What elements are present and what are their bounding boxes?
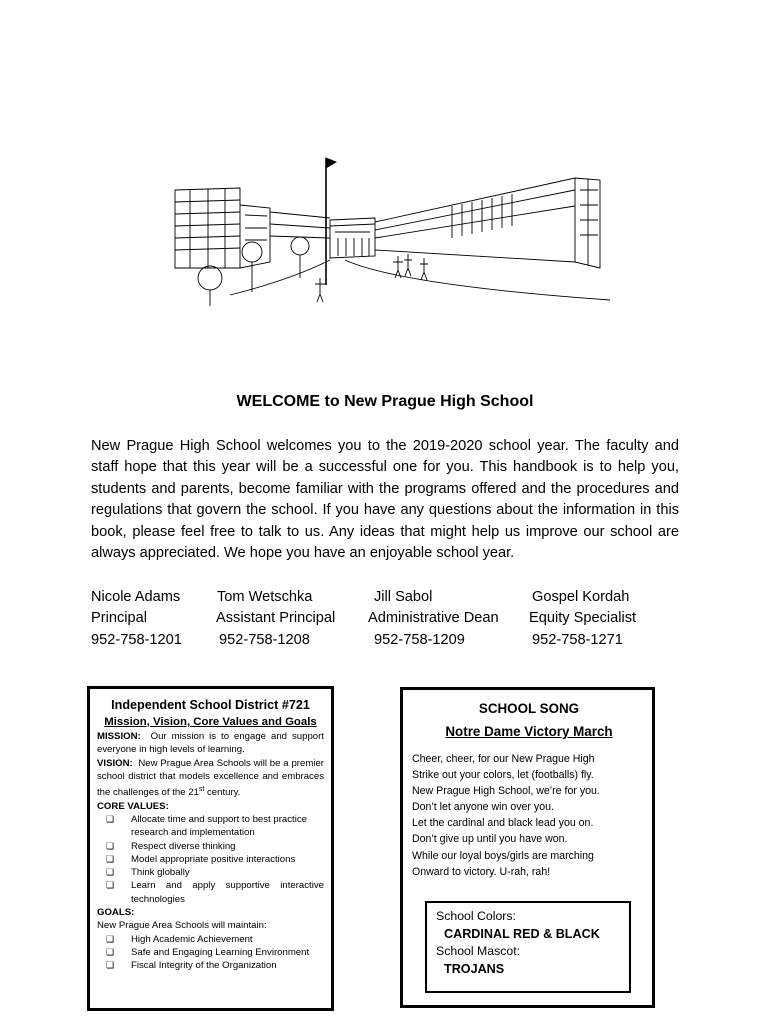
list-item: ❏ Think globally	[106, 867, 190, 879]
school-building-illustration	[170, 150, 610, 310]
welcome-title: WELCOME to New Prague High School	[236, 393, 534, 410]
lyric-line: Cheer, cheer, for our New Prague High	[412, 753, 595, 765]
lyric-line: Strike out your colors, let (footballs) fly.	[412, 769, 594, 782]
staff-assistant-principal	[216, 587, 335, 651]
staff-equity-specialist	[529, 587, 636, 651]
vision-text-end: century.	[204, 787, 241, 799]
staff-role: Assistant Principal	[216, 610, 336, 627]
welcome-paragraph: New Prague High School welcomes you to the 2019-2020 school year. The faculty and staff hope that this year will be a successful one for you. This handbook is to help you, students and parents, become familiar with the programs offered and the procedures and regulations that govern the school. If you have any questions about the information in this book, please feel free to talk to us. Any ideas that might help us improve our school are always appreciated. We hope you have an enjoyable school year.	[91, 438, 679, 562]
vision-superscript: st	[198, 786, 205, 794]
goals-list	[97, 933, 324, 973]
checkbox-bullet-icon: ❏	[106, 880, 115, 891]
checkbox-bullet-icon: ❏	[106, 960, 115, 971]
checkbox-bullet-icon: ❏	[106, 933, 115, 944]
district-mission-box	[87, 686, 334, 1011]
lyric-line: Onward to victory. U-rah, rah!	[412, 865, 551, 878]
colors-value: CARDINAL RED & BLACK	[444, 926, 600, 941]
staff-name: Gospel Kordah	[532, 589, 630, 605]
colors-label: School Colors:	[436, 909, 516, 923]
core-values-list	[97, 813, 324, 906]
list-item: ❏ Respect diverse thinking	[106, 840, 236, 852]
staff-phone: 952-758-1209	[374, 631, 465, 648]
goals-label: GOALS:	[97, 907, 135, 919]
list-item: ❏ Learn and apply supportive interactive technologies	[106, 880, 324, 905]
lyric-line: New Prague High School, we’re for you.	[412, 785, 600, 798]
lyric-line: Don’t give up until you have won.	[412, 833, 568, 846]
district-title: Independent School District #721	[111, 698, 310, 712]
checkbox-bullet-icon: ❏	[106, 867, 115, 878]
vision-statement	[97, 757, 324, 800]
mission-text: Our mission is to engage and support everyone in high levels of learning.	[97, 731, 324, 756]
list-item: ❏ Model appropriate positive interactions	[106, 853, 296, 865]
staff-phone: 952-758-1208	[219, 631, 310, 648]
checkbox-bullet-icon: ❏	[106, 813, 115, 824]
vision-text: New Prague Area Schools will be a premier school district that models excellence and embraces the challenges of the 21	[97, 757, 324, 799]
list-item: ❏ Safe and Engaging Learning Environment	[106, 946, 310, 958]
checkbox-bullet-icon: ❏	[106, 946, 115, 957]
staff-phone: 952-758-1201	[91, 631, 182, 648]
lyric-line: Let the cardinal and black lead you on.	[412, 817, 594, 830]
school-song-box	[400, 687, 655, 1008]
staff-role: Equity Specialist	[529, 610, 637, 627]
goals-intro: New Prague Area Schools will maintain:	[97, 920, 267, 932]
staff-name: Jill Sabol	[374, 589, 433, 605]
list-item: ❏ High Academic Achievement	[106, 933, 253, 945]
list-item: ❏ Allocate time and support to best practice research and implementation	[106, 813, 307, 839]
staff-principal	[91, 587, 182, 651]
staff-role: Administrative Dean	[368, 610, 499, 627]
school-colors-box	[425, 901, 631, 993]
mascot-value: TROJANS	[444, 961, 505, 976]
lyric-line: While our loyal boys/girls are marching	[412, 849, 594, 862]
vision-label: VISION:	[97, 757, 133, 769]
staff-name: Tom Wetschka	[217, 589, 313, 605]
mission-statement	[97, 730, 324, 757]
staff-administrative-dean	[368, 587, 499, 651]
lyric-line: Don’t let anyone win over you.	[412, 801, 554, 814]
core-values-label: CORE VALUES:	[97, 800, 169, 812]
staff-role: Principal	[91, 610, 147, 627]
song-title: SCHOOL SONG	[478, 701, 580, 716]
song-subtitle: Notre Dame Victory March	[445, 724, 613, 739]
staff-phone: 952-758-1271	[532, 631, 623, 648]
checkbox-bullet-icon: ❏	[106, 840, 115, 851]
song-lyrics	[412, 751, 646, 880]
checkbox-bullet-icon: ❏	[106, 853, 115, 864]
mission-label: MISSION:	[97, 731, 141, 742]
mascot-label: School Mascot:	[436, 944, 521, 958]
list-item: ❏ Fiscal Integrity of the Organization	[106, 960, 277, 972]
district-subtitle: Mission, Vision, Core Values and Goals	[104, 716, 317, 728]
staff-name: Nicole Adams	[91, 589, 181, 605]
